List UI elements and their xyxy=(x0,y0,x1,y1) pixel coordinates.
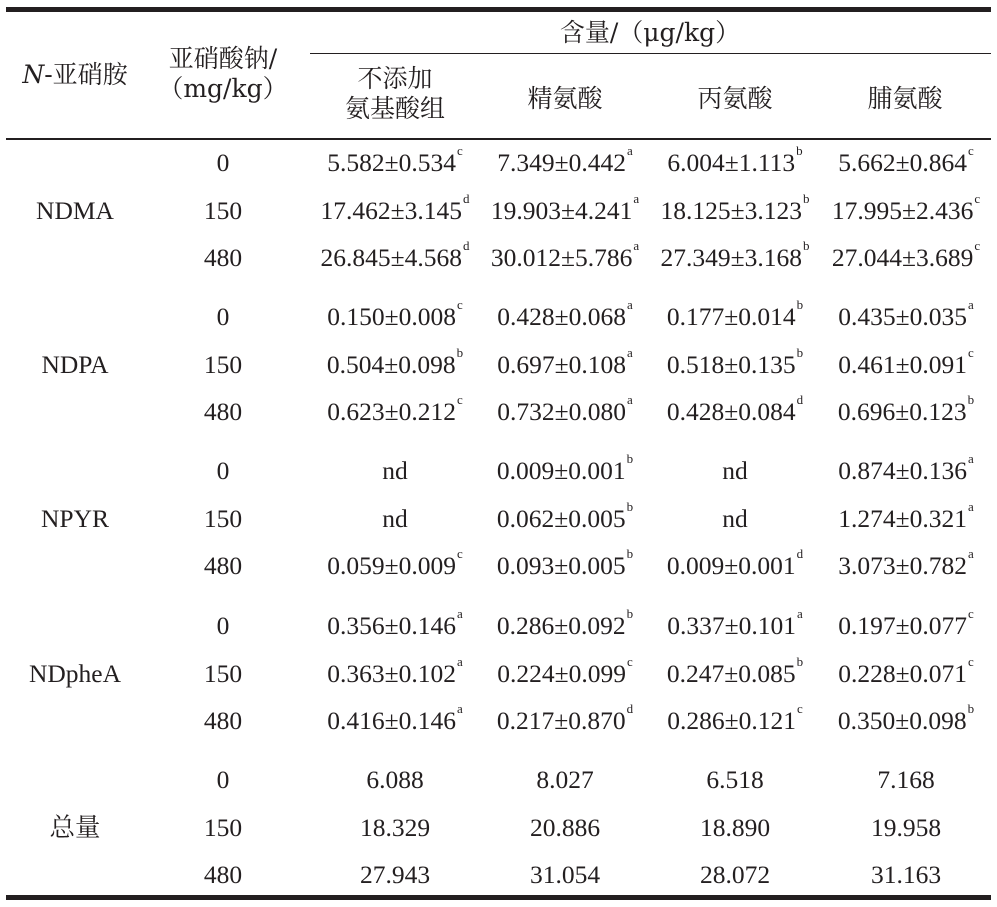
significance-letter: b xyxy=(456,344,464,360)
header-group-arginine: 精氨酸 xyxy=(527,84,603,113)
significance-letter: a xyxy=(967,546,974,561)
value-text: 3.073±0.782 xyxy=(838,551,967,580)
significance-letter: b xyxy=(626,451,634,466)
significance-letter: c xyxy=(967,143,974,158)
value-cell xyxy=(645,504,825,534)
significance-letter: b xyxy=(796,344,804,360)
significance-letter: a xyxy=(626,143,633,158)
significance-letter: a xyxy=(633,238,640,253)
value-text: 0.247±0.085 xyxy=(666,658,796,688)
value-cell xyxy=(475,344,655,380)
value-cell xyxy=(645,392,825,427)
value-text: 0.416±0.146 xyxy=(327,706,456,735)
significance-letter: d xyxy=(796,546,804,561)
value-cell xyxy=(305,606,485,641)
value-cell xyxy=(645,860,825,890)
significance-letter: b xyxy=(626,498,634,514)
significance-letter: c xyxy=(456,297,463,312)
significance-letter: c xyxy=(456,143,463,158)
value-text: 27.349±3.168 xyxy=(660,243,802,272)
value-text: 0.197±0.077 xyxy=(838,611,967,640)
dose-cell: 150 xyxy=(203,812,243,842)
top-rule xyxy=(6,7,991,12)
dose-cell: 150 xyxy=(203,658,243,688)
section-label: NDPA xyxy=(41,349,109,379)
value-text: 0.428±0.068 xyxy=(497,302,626,331)
value-text: 18.890 xyxy=(699,812,771,842)
value-cell xyxy=(645,344,825,380)
significance-letter: a xyxy=(626,344,633,360)
value-cell xyxy=(475,606,655,641)
value-cell xyxy=(305,653,485,689)
significance-letter: a xyxy=(626,392,633,407)
value-cell xyxy=(816,546,996,581)
bottom-rule xyxy=(6,895,991,900)
value-cell xyxy=(475,392,655,427)
content-span-rule xyxy=(310,53,991,54)
value-cell xyxy=(816,344,996,380)
header-nitrosamine xyxy=(20,60,130,90)
value-text: 19.958 xyxy=(870,812,942,842)
value-text: 5.662±0.864 xyxy=(838,148,967,177)
value-cell xyxy=(475,546,655,581)
value-text: 0.093±0.005 xyxy=(496,551,626,580)
header-group-control xyxy=(320,64,470,124)
section-label: NPYR xyxy=(40,503,110,533)
value-cell xyxy=(645,297,825,332)
value-text: 17.995±2.436 xyxy=(831,195,974,225)
header-group-proline: 脯氨酸 xyxy=(867,84,943,113)
significance-letter: b xyxy=(803,190,810,206)
value-cell xyxy=(816,765,996,795)
dose-cell: 150 xyxy=(203,503,243,533)
significance-letter: a xyxy=(967,498,974,514)
value-text: 0.504±0.098 xyxy=(326,349,456,379)
value-cell xyxy=(816,813,996,843)
significance-letter: a xyxy=(626,297,633,312)
value-cell xyxy=(475,653,655,689)
value-cell xyxy=(305,344,485,380)
value-cell xyxy=(645,456,825,486)
value-cell xyxy=(305,238,485,273)
value-cell xyxy=(305,392,485,427)
value-text: 31.054 xyxy=(529,860,601,889)
value-text: 0.518±0.135 xyxy=(666,349,796,379)
significance-letter: d xyxy=(463,238,470,253)
value-text: 0.732±0.080 xyxy=(497,397,626,426)
value-cell xyxy=(475,765,655,795)
value-text: 5.582±0.534 xyxy=(327,148,456,177)
significance-letter: a xyxy=(967,297,974,312)
dose-cell: 480 xyxy=(203,860,243,889)
dose-cell: 480 xyxy=(203,551,243,580)
header-group-line1: 不添加 xyxy=(357,64,433,93)
significance-letter: a xyxy=(456,653,463,669)
value-cell xyxy=(816,143,996,178)
significance-letter: a xyxy=(456,701,463,716)
value-cell xyxy=(645,143,825,178)
value-cell xyxy=(816,451,996,486)
section-label: NDMA xyxy=(36,195,114,225)
value-cell xyxy=(475,451,655,486)
header-group-line2: 氨基酸组 xyxy=(344,94,445,123)
value-text: 27.044±3.689 xyxy=(831,243,974,272)
section-label: NDpheA xyxy=(28,658,122,688)
value-text: 1.274±0.321 xyxy=(838,503,967,533)
value-text: 0.696±0.123 xyxy=(837,397,967,426)
value-text: 0.009±0.001 xyxy=(496,456,626,485)
value-text: nd xyxy=(382,456,408,485)
value-cell xyxy=(305,504,485,534)
significance-letter: a xyxy=(796,606,803,621)
significance-letter: b xyxy=(796,653,804,669)
value-cell xyxy=(816,498,996,534)
value-cell xyxy=(645,813,825,843)
value-cell xyxy=(816,238,996,273)
value-cell xyxy=(816,190,996,226)
value-text: nd xyxy=(722,503,748,533)
value-text: 18.125±3.123 xyxy=(660,195,802,225)
header-rule xyxy=(6,138,991,140)
value-cell xyxy=(645,606,825,641)
value-cell xyxy=(475,498,655,534)
value-text: 17.462±3.145 xyxy=(320,195,462,225)
value-text: 0.177±0.014 xyxy=(666,302,796,331)
dose-cell: 480 xyxy=(203,397,243,426)
value-cell xyxy=(816,701,996,736)
dose-cell: 150 xyxy=(203,195,243,225)
significance-letter: c xyxy=(974,190,981,206)
value-text: 0.337±0.101 xyxy=(667,611,796,640)
value-cell xyxy=(816,392,996,427)
header-nitrite-line2: （mg/kg） xyxy=(158,74,288,103)
significance-letter: a xyxy=(456,606,463,621)
value-cell xyxy=(305,456,485,486)
value-text: 0.428±0.084 xyxy=(666,397,796,426)
value-text: 6.518 xyxy=(706,765,764,794)
value-text: 0.228±0.071 xyxy=(838,658,967,688)
value-cell xyxy=(475,860,655,890)
dose-cell: 0 xyxy=(216,456,230,485)
significance-letter: b xyxy=(967,701,975,716)
value-text: 0.150±0.008 xyxy=(327,302,456,331)
significance-letter: d xyxy=(626,701,634,716)
value-cell xyxy=(305,190,485,226)
value-text: 7.349±0.442 xyxy=(497,148,626,177)
value-cell xyxy=(475,813,655,843)
significance-letter: b xyxy=(626,546,634,561)
value-text: 0.435±0.035 xyxy=(838,302,967,331)
value-cell xyxy=(816,606,996,641)
significance-letter: c xyxy=(796,701,803,716)
value-text: 0.623±0.212 xyxy=(327,397,456,426)
value-text: 0.224±0.099 xyxy=(497,658,626,688)
value-text: 0.217±0.870 xyxy=(496,706,626,735)
header-nitrosamine-rest: -亚硝胺 xyxy=(44,60,128,89)
value-text: 19.903±4.241 xyxy=(490,195,633,225)
significance-letter: c xyxy=(626,653,633,669)
value-cell xyxy=(645,546,825,581)
value-cell xyxy=(816,297,996,332)
value-text: 0.059±0.009 xyxy=(327,551,456,580)
value-cell xyxy=(816,653,996,689)
value-cell xyxy=(475,143,655,178)
header-nitrosamine-italic: N xyxy=(22,60,45,89)
significance-letter: c xyxy=(456,392,463,407)
dose-cell: 0 xyxy=(216,302,230,331)
value-text: 0.697±0.108 xyxy=(497,349,626,379)
value-text: 0.009±0.001 xyxy=(666,551,796,580)
significance-letter: c xyxy=(967,344,974,360)
value-text: 28.072 xyxy=(699,860,771,889)
value-cell xyxy=(475,297,655,332)
significance-letter: b xyxy=(796,143,803,158)
value-text: 27.943 xyxy=(359,860,431,889)
significance-letter: c xyxy=(967,653,974,669)
dose-cell: 480 xyxy=(203,706,243,735)
value-text: 0.356±0.146 xyxy=(327,611,456,640)
value-text: 0.350±0.098 xyxy=(837,706,967,735)
header-nitrite xyxy=(158,44,288,104)
value-text: 0.286±0.121 xyxy=(667,706,796,735)
value-text: 18.329 xyxy=(359,812,431,842)
significance-letter: d xyxy=(796,392,804,407)
value-cell xyxy=(305,813,485,843)
value-cell xyxy=(816,860,996,890)
value-text: nd xyxy=(722,456,748,485)
dose-cell: 0 xyxy=(216,765,230,794)
value-text: 26.845±4.568 xyxy=(320,243,462,272)
value-text: 6.004±1.113 xyxy=(667,148,796,177)
value-cell xyxy=(305,860,485,890)
dose-cell: 150 xyxy=(203,349,243,379)
value-text: 0.363±0.102 xyxy=(327,658,456,688)
value-text: nd xyxy=(382,503,408,533)
value-text: 20.886 xyxy=(529,812,601,842)
value-cell xyxy=(475,190,655,226)
dose-cell: 480 xyxy=(203,243,243,272)
value-cell xyxy=(645,765,825,795)
significance-letter: b xyxy=(796,297,804,312)
value-text: 0.062±0.005 xyxy=(496,503,626,533)
header-nitrite-line1: 亚硝酸钠/ xyxy=(168,44,278,73)
value-cell xyxy=(475,238,655,273)
value-text: 6.088 xyxy=(366,765,424,794)
header-content: 含量/（μg/kg） xyxy=(559,18,741,47)
value-text: 0.461±0.091 xyxy=(838,349,967,379)
value-cell xyxy=(645,238,825,273)
value-text: 31.163 xyxy=(870,860,942,889)
value-cell xyxy=(305,546,485,581)
value-cell xyxy=(645,701,825,736)
significance-letter: c xyxy=(456,546,463,561)
significance-letter: c xyxy=(974,238,981,253)
header-group-alanine: 丙氨酸 xyxy=(697,84,773,113)
significance-letter: b xyxy=(626,606,634,621)
significance-letter: d xyxy=(463,190,470,206)
section-label: 总量 xyxy=(49,812,101,842)
significance-letter: a xyxy=(633,190,640,206)
significance-letter: b xyxy=(967,392,975,407)
dose-cell: 0 xyxy=(216,611,230,640)
value-text: 8.027 xyxy=(536,765,594,794)
value-text: 0.874±0.136 xyxy=(838,456,967,485)
value-cell xyxy=(305,297,485,332)
significance-letter: c xyxy=(967,606,974,621)
value-cell xyxy=(305,143,485,178)
significance-letter: b xyxy=(803,238,810,253)
value-text: 7.168 xyxy=(877,765,935,794)
significance-letter: a xyxy=(967,451,974,466)
dose-cell: 0 xyxy=(216,148,230,177)
value-text: 30.012±5.786 xyxy=(490,243,633,272)
value-text: 0.286±0.092 xyxy=(496,611,626,640)
value-cell xyxy=(305,765,485,795)
value-cell xyxy=(645,190,825,226)
value-cell xyxy=(475,701,655,736)
value-cell xyxy=(305,701,485,736)
value-cell xyxy=(645,653,825,689)
